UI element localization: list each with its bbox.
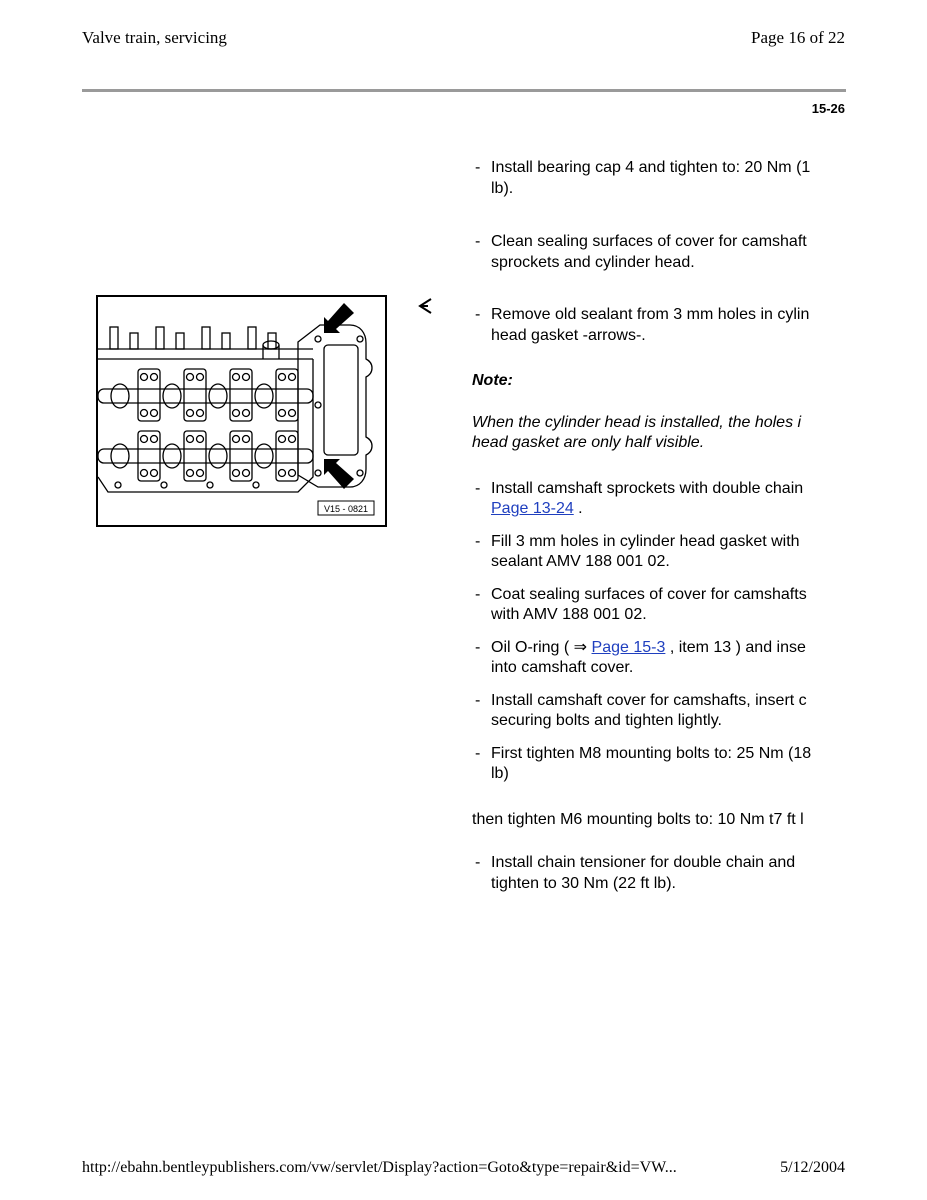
figure-label: V15 - 0821 — [323, 504, 369, 514]
cylinder-head-illustration — [96, 295, 387, 527]
step-tighten-m8: - First tighten M8 mounting bolts to: 25 Nm (18 lb) — [475, 744, 812, 782]
instructions — [472, 158, 846, 918]
step-oil-o-ring: - Oil O-ring ( ⇒ Page 15-3 , item 13 ) and inse into camshaft cover. — [475, 638, 806, 676]
tighten-m6-text: then tighten M6 mounting bolts to: 10 Nm t7 ft l — [472, 810, 804, 828]
note-line-2: head gasket are only half visible. — [472, 434, 705, 451]
arrow-top — [324, 303, 354, 333]
step-fill-holes: - Fill 3 mm holes in cylinder head gasket with sealant AMV 188 001 02. — [475, 532, 800, 570]
section-code: 15-26 — [811, 101, 845, 116]
figure-pointer-icon — [417, 296, 433, 316]
arrow-bottom — [324, 459, 354, 489]
header-title: Valve train, servicing — [82, 28, 227, 47]
step-install-sprockets: - Install camshaft sprockets with double chain Page 13-24 . — [475, 479, 804, 517]
step-install-bearing-cap: - Install bearing cap 4 and tighten to: 20 Nm (1 lb). — [475, 159, 811, 197]
link-page-13-24[interactable]: Page 13-24 — [491, 500, 574, 517]
cylinder-head-drawing — [98, 297, 385, 525]
step-remove-sealant: - Remove old sealant from 3 mm holes in cylin head gasket -arrows-. — [475, 306, 810, 344]
page-number: Page 16 of 22 — [751, 28, 845, 47]
step-coat-surfaces: - Coat sealing surfaces of cover for camshafts with AMV 188 001 02. — [475, 585, 807, 623]
footer-url: http://ebahn.bentleypublishers.com/vw/servlet/Display?action=Goto&type=repair&id=VW... — [82, 1159, 677, 1176]
step-install-tensioner: - Install chain tensioner for double chain and tighten to 30 Nm (22 ft lb). — [475, 854, 796, 892]
step-clean-surfaces: - Clean sealing surfaces of cover for camshaft sprockets and cylinder head. — [475, 233, 807, 271]
step-install-cover: - Install camshaft cover for camshafts, insert c securing bolts and tighten lightly. — [475, 691, 807, 729]
header-divider — [82, 89, 846, 92]
footer-date: 5/12/2004 — [780, 1159, 845, 1176]
note-line-1: When the cylinder head is installed, the holes i — [472, 413, 802, 431]
note-heading: Note: — [472, 372, 513, 389]
link-page-15-3[interactable]: Page 15-3 — [591, 638, 666, 656]
